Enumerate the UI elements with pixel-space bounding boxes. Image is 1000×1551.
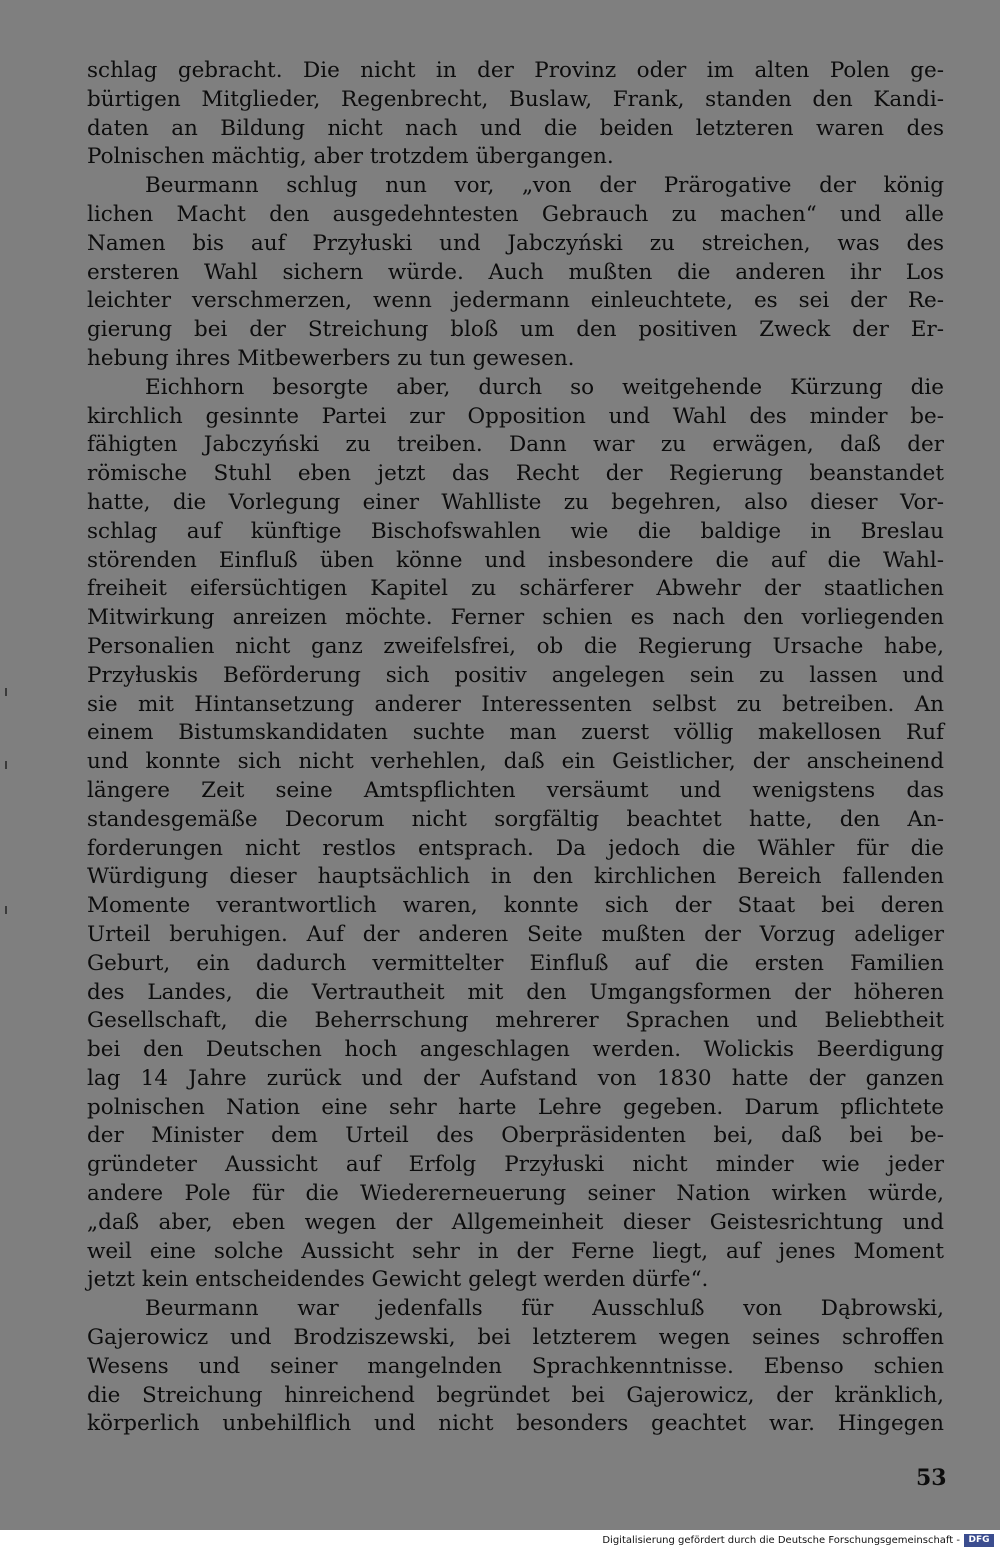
text-line-47: die Streichung hinreichend begründet bei Gajerowicz, der kränklich, (87, 1382, 944, 1408)
text-line-29: Würdigung dieser hauptsächlich in den kirchlichen Bereich fallenden (87, 864, 944, 890)
text-line-35: bei den Deutschen hoch angeschlagen werden. Wolickis Beerdigung (87, 1037, 944, 1063)
text-line-40: andere Pole für die Wiedererneuerung seiner Nation wirken würde, (87, 1181, 944, 1207)
text-line-11: hebung ihres Mitbewerbers zu tun gewesen. (87, 345, 575, 371)
text-line-38: der Minister dem Urteil des Oberpräsidenten bei, daß bei be- (87, 1123, 944, 1149)
text-line-48: körperlich unbehilflich und nicht besonders geachtet war. Hingegen (87, 1411, 944, 1437)
text-line-12: Eichhorn besorgte aber, durch so weitgehende Kürzung die (145, 374, 944, 400)
text-line-8: ersteren Wahl sichern würde. Auch mußten die anderen ihr Los (87, 259, 944, 285)
text-line-10: gierung bei der Streichung bloß um den positiven Zweck der Er- (87, 317, 944, 343)
dfg-logo: DFG (964, 1534, 994, 1547)
text-line-15: römische Stuhl eben jetzt das Recht der Regierung beanstandet (87, 461, 944, 487)
text-line-41: „daß aber, eben wegen der Allgemeinheit dieser Geistesrichtung und (87, 1209, 944, 1235)
text-line-34: Gesellschaft, die Beherrschung mehrerer Sprachen und Beliebtheit (87, 1008, 944, 1034)
text-line-45: Gajerowicz und Brodziszewski, bei letzterem wegen seines schroffen (87, 1325, 944, 1351)
text-line-33: des Landes, die Vertrautheit mit den Umgangsformen der höheren (87, 979, 944, 1005)
text-line-1: schlag gebracht. Die nicht in der Provinz oder im alten Polen ge- (87, 58, 944, 83)
text-line-20: Mitwirkung anreizen möchte. Ferner schien es nach den vorliegenden (87, 605, 944, 631)
margin-scan-mark (5, 761, 7, 769)
text-line-9: leichter verschmerzen, wenn jedermann einleuchtete, es sei der Re- (87, 288, 944, 314)
text-line-3: daten an Bildung nicht nach und die beiden letzteren waren des (87, 115, 944, 141)
text-line-2: bürtigen Mitglieder, Regenbrecht, Buslaw, Frank, standen den Kandi- (87, 86, 944, 112)
text-line-21: Personalien nicht ganz zweifelsfrei, ob die Regierung Ursache habe, (87, 633, 944, 659)
text-line-32: Geburt, ein dadurch vermittelter Einfluß auf die ersten Familien (87, 950, 944, 976)
text-line-24: einem Bistumskandidaten suchte man zuerst völlig makellosen Ruf (87, 720, 944, 746)
text-line-25: und konnte sich nicht verhehlen, daß ein Geistlicher, der anscheinend (87, 749, 944, 775)
text-line-16: hatte, die Vorlegung einer Wahlliste zu begehren, also dieser Vor- (87, 489, 944, 515)
text-line-30: Momente verantwortlich waren, konnte sich der Staat bei deren (87, 893, 944, 919)
text-line-36: lag 14 Jahre zurück und der Aufstand von 1830 hatte der ganzen (87, 1065, 944, 1091)
text-line-26: längere Zeit seine Amtspflichten versäumt und wenigstens das (87, 777, 944, 803)
text-line-17: schlag auf künftige Bischofswahlen wie die baldige in Breslau (87, 518, 944, 544)
text-line-14: fähigten Jabczyński zu treiben. Dann war zu erwägen, daß der (87, 432, 944, 458)
footer-bar (0, 1530, 1000, 1551)
text-line-23: sie mit Hintansetzung anderer Interessenten selbst zu betreiben. An (87, 691, 944, 717)
text-line-5: Beurmann schlug nun vor, „von der Prärogative der könig (145, 173, 944, 199)
text-line-18: störenden Einfluß üben könne und insbesondere die auf die Wahl- (87, 547, 944, 573)
text-line-28: forderungen nicht restlos entsprach. Da jedoch die Wähler für die (87, 835, 944, 861)
text-line-7: Namen bis auf Przyłuski und Jabczyński zu streichen, was des (87, 230, 944, 256)
text-line-37: polnischen Nation eine sehr harte Lehre gegeben. Darum pflichtete (87, 1094, 944, 1120)
text-line-44: Beurmann war jedenfalls für Ausschluß von Dąbrowski, (145, 1296, 944, 1322)
text-line-27: standesgemäße Decorum nicht sorgfältig beachtet hatte, den An- (87, 806, 944, 832)
text-line-46: Wesens und seiner mangelnden Sprachkenntnisse. Ebenso schien (87, 1353, 944, 1379)
page-number: 53 (916, 1465, 947, 1491)
text-line-4: Polnischen mächtig, aber trotzdem übergangen. (87, 144, 614, 170)
text-line-42: weil eine solche Aussicht sehr in der Ferne liegt, auf jenes Moment (87, 1238, 944, 1264)
margin-scan-mark (5, 688, 7, 696)
margin-scan-mark (5, 906, 7, 914)
text-line-31: Urteil beruhigen. Auf der anderen Seite mußten der Vorzug adeliger (87, 921, 944, 947)
text-line-6: lichen Macht den ausgedehntesten Gebrauch zu machen“ und alle (87, 201, 944, 227)
footer-credit: Digitalisierung gefördert durch die Deutsche Forschungsgemeinschaft - (602, 1535, 960, 1546)
text-line-39: gründeter Aussicht auf Erfolg Przyłuski nicht minder wie jeder (87, 1152, 944, 1178)
text-line-19: freiheit eifersüchtigen Kapitel zu schärferer Abwehr der staatlichen (87, 576, 944, 602)
page-text (87, 57, 944, 1439)
text-line-13: kirchlich gesinnte Partei zur Opposition und Wahl des minder be- (87, 403, 944, 429)
text-line-43: jetzt kein entscheidendes Gewicht gelegt werden dürfe“. (87, 1267, 709, 1293)
text-line-22: Przyłuskis Beförderung sich positiv angelegen sein zu lassen und (87, 662, 944, 688)
